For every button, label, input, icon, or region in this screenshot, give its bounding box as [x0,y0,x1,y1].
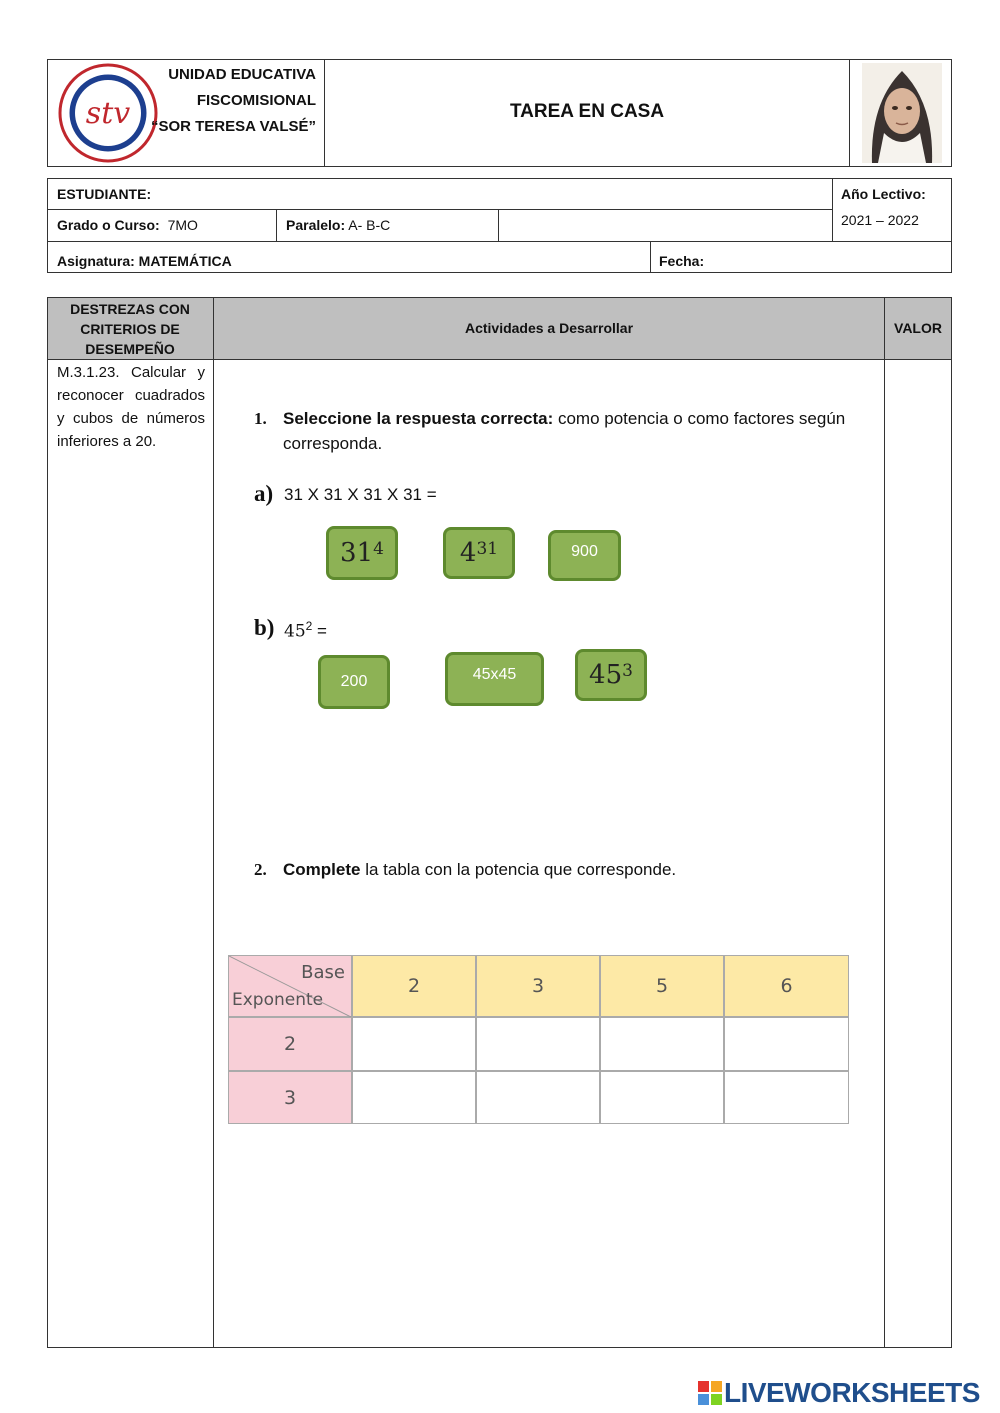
q1a-option-3-text: 900 [571,542,598,560]
base-header-cell: 3 [476,955,600,1017]
answer-cell[interactable] [600,1017,724,1071]
subject-label: Asignatura: MATEMÁTICA [57,253,232,269]
q1a-option-1-base: 31 [340,538,374,568]
q1b-option-3-exp: 3 [622,661,633,681]
skill-text: M.3.1.23. Calcular y reconocer cuadrados y cubos de números inferiores a 20. [57,364,205,450]
table-corner-cell [228,955,352,1017]
q2-number: 2. [254,860,267,879]
q1b-option-2[interactable] [445,652,544,706]
corner-exponent-label: Exponente [232,990,324,1010]
q1a-option-2[interactable] [443,527,515,579]
parallel-label: Paralelo: [286,217,346,233]
q2-prompt-bold: Complete [283,860,361,879]
q2-prompt [283,857,676,882]
q1a-option-1[interactable] [326,526,398,580]
q1a-expression: 31 X 31 X 31 X 31 = [284,485,437,504]
q1a-option-2-base: 4 [459,538,477,568]
col-header-value: VALOR [894,320,942,336]
info-vline-grade [276,209,277,241]
base-header-cell: 2 [352,955,476,1017]
grade-value: 7MO [167,217,198,233]
portrait-image [862,63,942,163]
liveworksheets-icon [698,1381,722,1405]
parallel-field [286,217,390,233]
header-divider-right [849,59,850,167]
info-vline-date [650,241,651,273]
student-label: ESTUDIANTE: [57,186,152,202]
grade-field [57,217,198,233]
school-line-2: FISCOMISIONAL [196,92,316,109]
school-name [140,62,316,140]
q1-prompt [283,406,879,456]
answer-cell[interactable] [724,1017,849,1071]
col-header-activities: Actividades a Desarrollar [464,320,634,336]
col-header-skills: DESTREZAS CON CRITERIOS DE DESEMPEÑO [70,301,190,357]
q1a-option-2-exp: 31 [476,539,499,559]
answer-cell[interactable] [352,1017,476,1071]
answer-cell[interactable] [476,1071,600,1124]
q1b-exp: 2 [305,619,313,633]
main-vline-2 [884,297,885,1348]
liveworksheets-logo [698,1378,980,1408]
q1-prompt-text: como potencia o como factores según corresponda. [283,409,846,453]
info-vline-year [832,178,833,242]
q1-prompt-bold: Seleccione la respuesta correcta: [283,409,554,428]
grade-label: Grado o Curso: [57,217,160,233]
powers-table [228,955,849,1124]
answer-cell[interactable] [600,1071,724,1124]
parallel-value: A- B-C [348,217,391,233]
info-hline-1 [47,209,832,210]
liveworksheets-text: LIVEWORKSHEETS [724,1377,980,1408]
school-line-3: “SOR TERESA VALSÉ” [150,118,316,135]
exponent-row-header: 2 [228,1017,352,1071]
info-vline-parallel [498,209,499,241]
q1-number: 1. [254,409,267,428]
page-title: TAREA EN CASA [509,101,665,122]
q1b-option-2-text: 45x45 [472,666,517,683]
svg-text:stv: stv [85,96,131,131]
q1b-label: b) [254,615,275,640]
school-line-1: UNIDAD EDUCATIVA [168,66,316,83]
info-hline-2 [47,241,952,242]
q1b-base: 45 [284,621,306,642]
q1b-option-1[interactable] [318,655,390,709]
answer-cell[interactable] [724,1071,849,1124]
answer-cell[interactable] [352,1071,476,1124]
exponent-row-header: 3 [228,1071,352,1124]
q2-prompt-text: la tabla con la potencia que corresponde. [360,860,677,879]
q1b-option-3-base: 45 [589,660,623,690]
q1b-option-1-text: 200 [340,673,368,690]
q1a-label: a) [254,481,274,506]
date-label: Fecha: [659,253,705,269]
answer-cell[interactable] [476,1017,600,1071]
main-vline-1 [213,297,214,1348]
year-label: Año Lectivo: [841,186,926,202]
base-header-cell: 6 [724,955,849,1017]
year-value: 2021 – 2022 [841,212,919,228]
q1b-expression [284,619,327,642]
corner-base-label: Base [301,962,345,983]
base-header-cell: 5 [600,955,724,1017]
q1a-option-3[interactable] [548,530,621,581]
q1a-option-1-exp: 4 [373,539,384,559]
q1b-equals: = [312,621,327,641]
q1b-option-3[interactable] [575,649,647,701]
